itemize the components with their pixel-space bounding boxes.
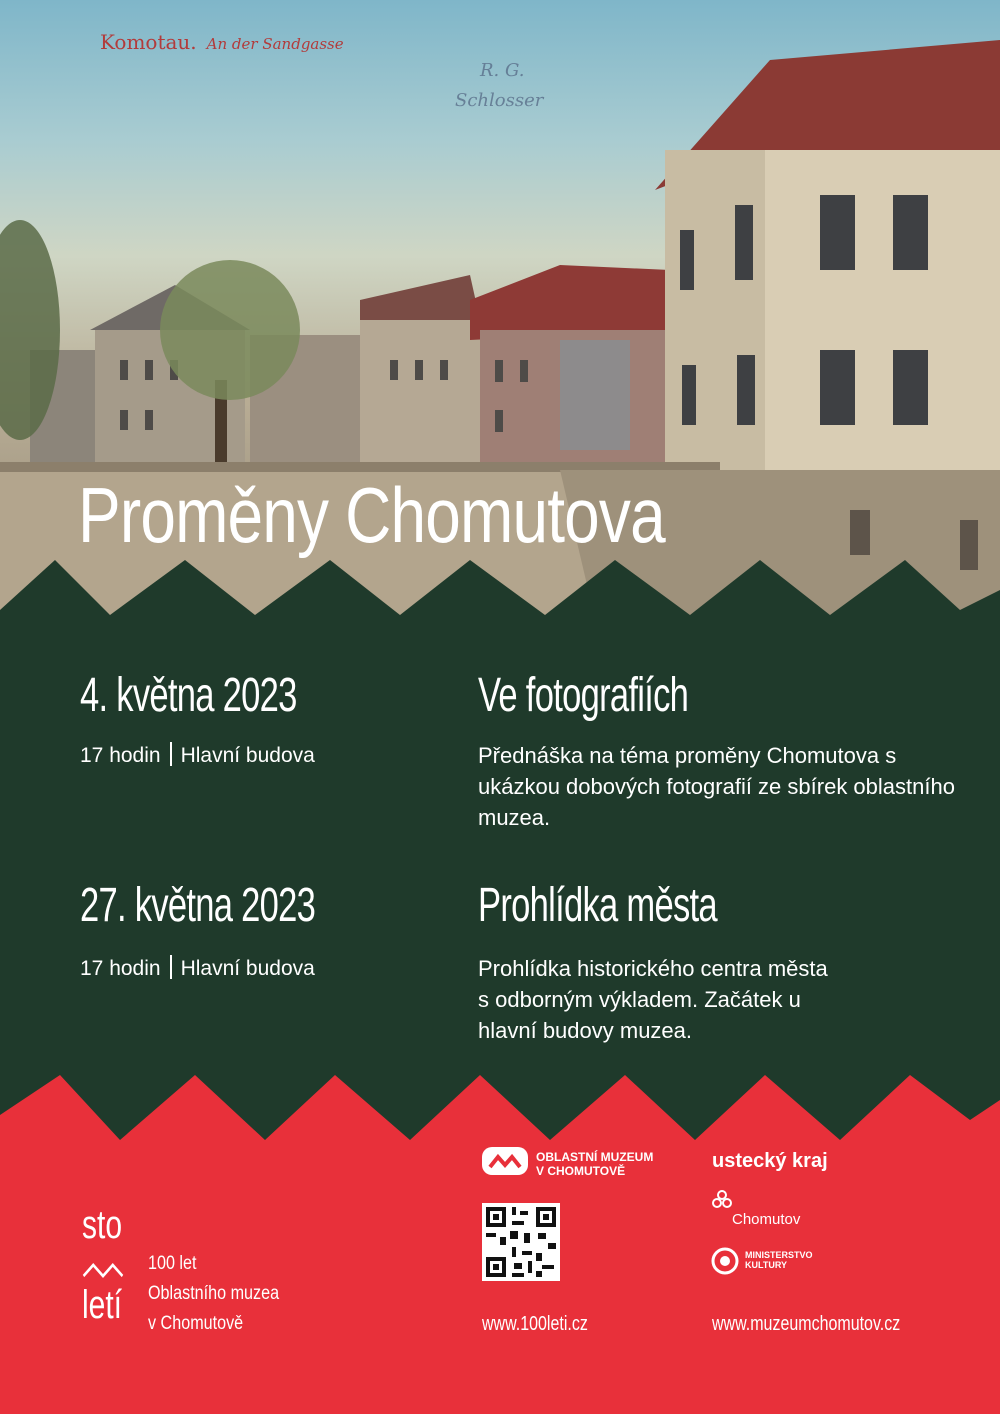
ministry-logo-text: [745, 1250, 813, 1270]
event-place: Hlavní budova: [180, 744, 315, 767]
stoleti-logo: [82, 1205, 127, 1325]
event-heading: Prohlídka města: [478, 879, 717, 932]
museum-logo-line: V CHOMUTOVĚ: [536, 1164, 626, 1178]
anniversary-line: Oblastního muzea: [148, 1283, 280, 1304]
ustecky-kraj-logo: ustecký kraj: [712, 1150, 828, 1172]
event-description: Přednáška na téma proměny Chomutova s ukázkou dobových fotografií ze sbírek oblastního muzea.: [478, 743, 955, 830]
museum-logo-text: [536, 1150, 653, 1178]
event-heading: Ve fotografiích: [478, 669, 689, 722]
ministry-logo-icon: [711, 1247, 739, 1275]
museum-logo-line: OBLASTNÍ MUZEUM: [536, 1150, 654, 1164]
event-date: 4. května 2023: [80, 669, 297, 722]
ministry-logo-line: MINISTERSTVO: [745, 1250, 813, 1260]
event-time: 17 hodin: [80, 957, 161, 980]
stoleti-logo-bottom: letí: [82, 1283, 123, 1327]
separator: [170, 955, 172, 979]
anniversary-line: v Chomutově: [148, 1313, 244, 1334]
separator: [170, 742, 172, 766]
event-time: 17 hodin: [80, 744, 161, 767]
website-link-100leti[interactable]: www.100leti.cz: [482, 1313, 588, 1335]
handwriting-line: R. G.: [480, 60, 525, 81]
postcard-caption: Komotau. An der Sandgasse: [100, 30, 344, 54]
handwriting-line: Schlosser: [455, 90, 544, 111]
event-description: Prohlídka historického centra města s odborným výkladem. Začátek u hlavní budovy muzea.: [478, 956, 828, 1043]
museum-logo-icon: [482, 1147, 528, 1175]
event-meta: [80, 955, 315, 981]
website-link-muzeum[interactable]: www.muzeumchomutov.cz: [712, 1313, 901, 1335]
qr-code[interactable]: [482, 1203, 560, 1281]
ministry-logo-line: KULTURY: [745, 1260, 787, 1270]
event-meta: [80, 742, 315, 768]
event-date: 27. května 2023: [80, 879, 316, 932]
page-title: Proměny Chomutova: [78, 471, 665, 559]
chomutov-flower-icon: [712, 1190, 732, 1210]
zigzag-icon: [82, 1262, 127, 1278]
anniversary-line: 100 let: [148, 1253, 197, 1274]
chomutov-logo-text: Chomutov: [732, 1211, 801, 1228]
event-place: Hlavní budova: [180, 957, 315, 980]
stoleti-logo-top: sto: [82, 1203, 123, 1247]
